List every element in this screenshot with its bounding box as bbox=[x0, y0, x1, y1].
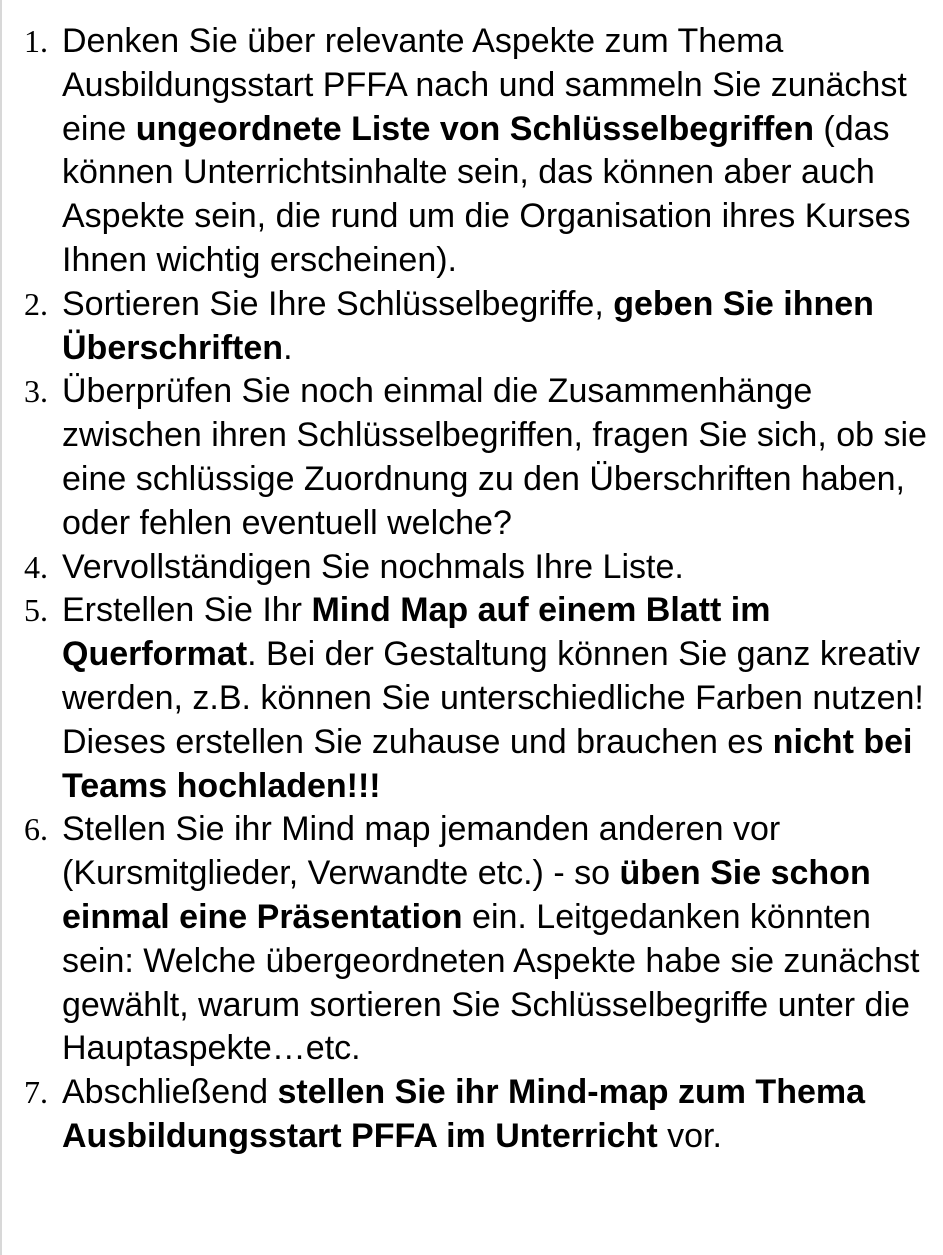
text-segment: Vervollständigen Sie nochmals Ihre Liste. bbox=[62, 547, 684, 586]
list-item-6 bbox=[0, 808, 943, 1071]
item-number: 7. bbox=[24, 1074, 48, 1111]
text-segment: Überprüfen Sie noch einmal die Zusammenhänge zwischen ihren Schlüsselbegriffen, fragen Sie sich, ob sie eine schlüssige Zuordnung zu den Überschriften haben, oder fehlen eventuell welche? bbox=[62, 372, 927, 542]
bold-segment: geben Sie ihnen Überschriften bbox=[62, 284, 874, 367]
text-segment: ein. Leitgedanken könnten sein: Welche übergeordneten Aspekte habe sie zunächst gewählt, warum sortieren Sie Schlüsselbegriffe unter die Hauptaspekte…etc. bbox=[62, 897, 920, 1068]
text-segment: Abschließend bbox=[62, 1073, 278, 1112]
bold-segment: nicht bei Teams hochladen!!! bbox=[62, 722, 913, 805]
text-segment: . bbox=[283, 328, 293, 367]
list-item-3 bbox=[0, 370, 943, 545]
item-text bbox=[62, 810, 920, 1067]
item-text bbox=[62, 548, 684, 586]
text-segment: (das können Unterrichtsinhalte sein, das können aber auch Aspekte sein, die rund um die Organisation ihres Kurses Ihnen wichtig erscheinen). bbox=[62, 109, 911, 279]
item-text bbox=[62, 285, 874, 367]
list-item-4 bbox=[0, 546, 943, 590]
item-text bbox=[62, 22, 911, 279]
item-number: 5. bbox=[24, 592, 48, 629]
bold-segment: üben Sie schon einmal eine Präsentation bbox=[62, 854, 871, 936]
item-number: 4. bbox=[24, 548, 48, 585]
text-segment: vor. bbox=[657, 1116, 722, 1155]
item-text bbox=[62, 372, 927, 541]
instruction-list bbox=[0, 20, 943, 1159]
bold-segment: stellen Sie ihr Mind-map zum Thema Ausbildungsstart PFFA im Unterricht bbox=[62, 1073, 866, 1155]
text-segment: Denken Sie über relevante Aspekte zum Thema Ausbildungsstart PFFA nach und sammeln Sie zunächst eine bbox=[62, 22, 907, 148]
bold-segment: Mind Map auf einem Blatt im Querformat bbox=[62, 591, 771, 674]
bold-segment: ungeordnete Liste von Schlüsselbegriffen bbox=[135, 109, 814, 148]
text-segment: Sortieren Sie Ihre Schlüsselbegriffe, bbox=[62, 284, 614, 323]
item-number: 2. bbox=[24, 285, 48, 322]
list-item-1 bbox=[0, 20, 943, 283]
item-number: 3. bbox=[24, 373, 48, 410]
text-segment: . Bei der Gestaltung können Sie ganz kreativ werden, z.B. können Sie unterschiedliche Farben nutzen! Dieses erstellen Sie zuhause und brauchen es bbox=[62, 635, 924, 761]
list-item-7 bbox=[0, 1071, 943, 1159]
item-text bbox=[62, 1073, 865, 1155]
item-number: 6. bbox=[24, 811, 48, 848]
list-item-5 bbox=[0, 589, 943, 808]
item-text bbox=[62, 591, 924, 804]
list-item-2 bbox=[0, 283, 943, 371]
text-segment: Erstellen Sie Ihr bbox=[62, 591, 312, 630]
text-segment: Stellen Sie ihr Mind map jemanden anderen vor (Kursmitglieder, Verwandte etc.) - so bbox=[62, 810, 781, 893]
item-number: 1. bbox=[24, 23, 48, 59]
